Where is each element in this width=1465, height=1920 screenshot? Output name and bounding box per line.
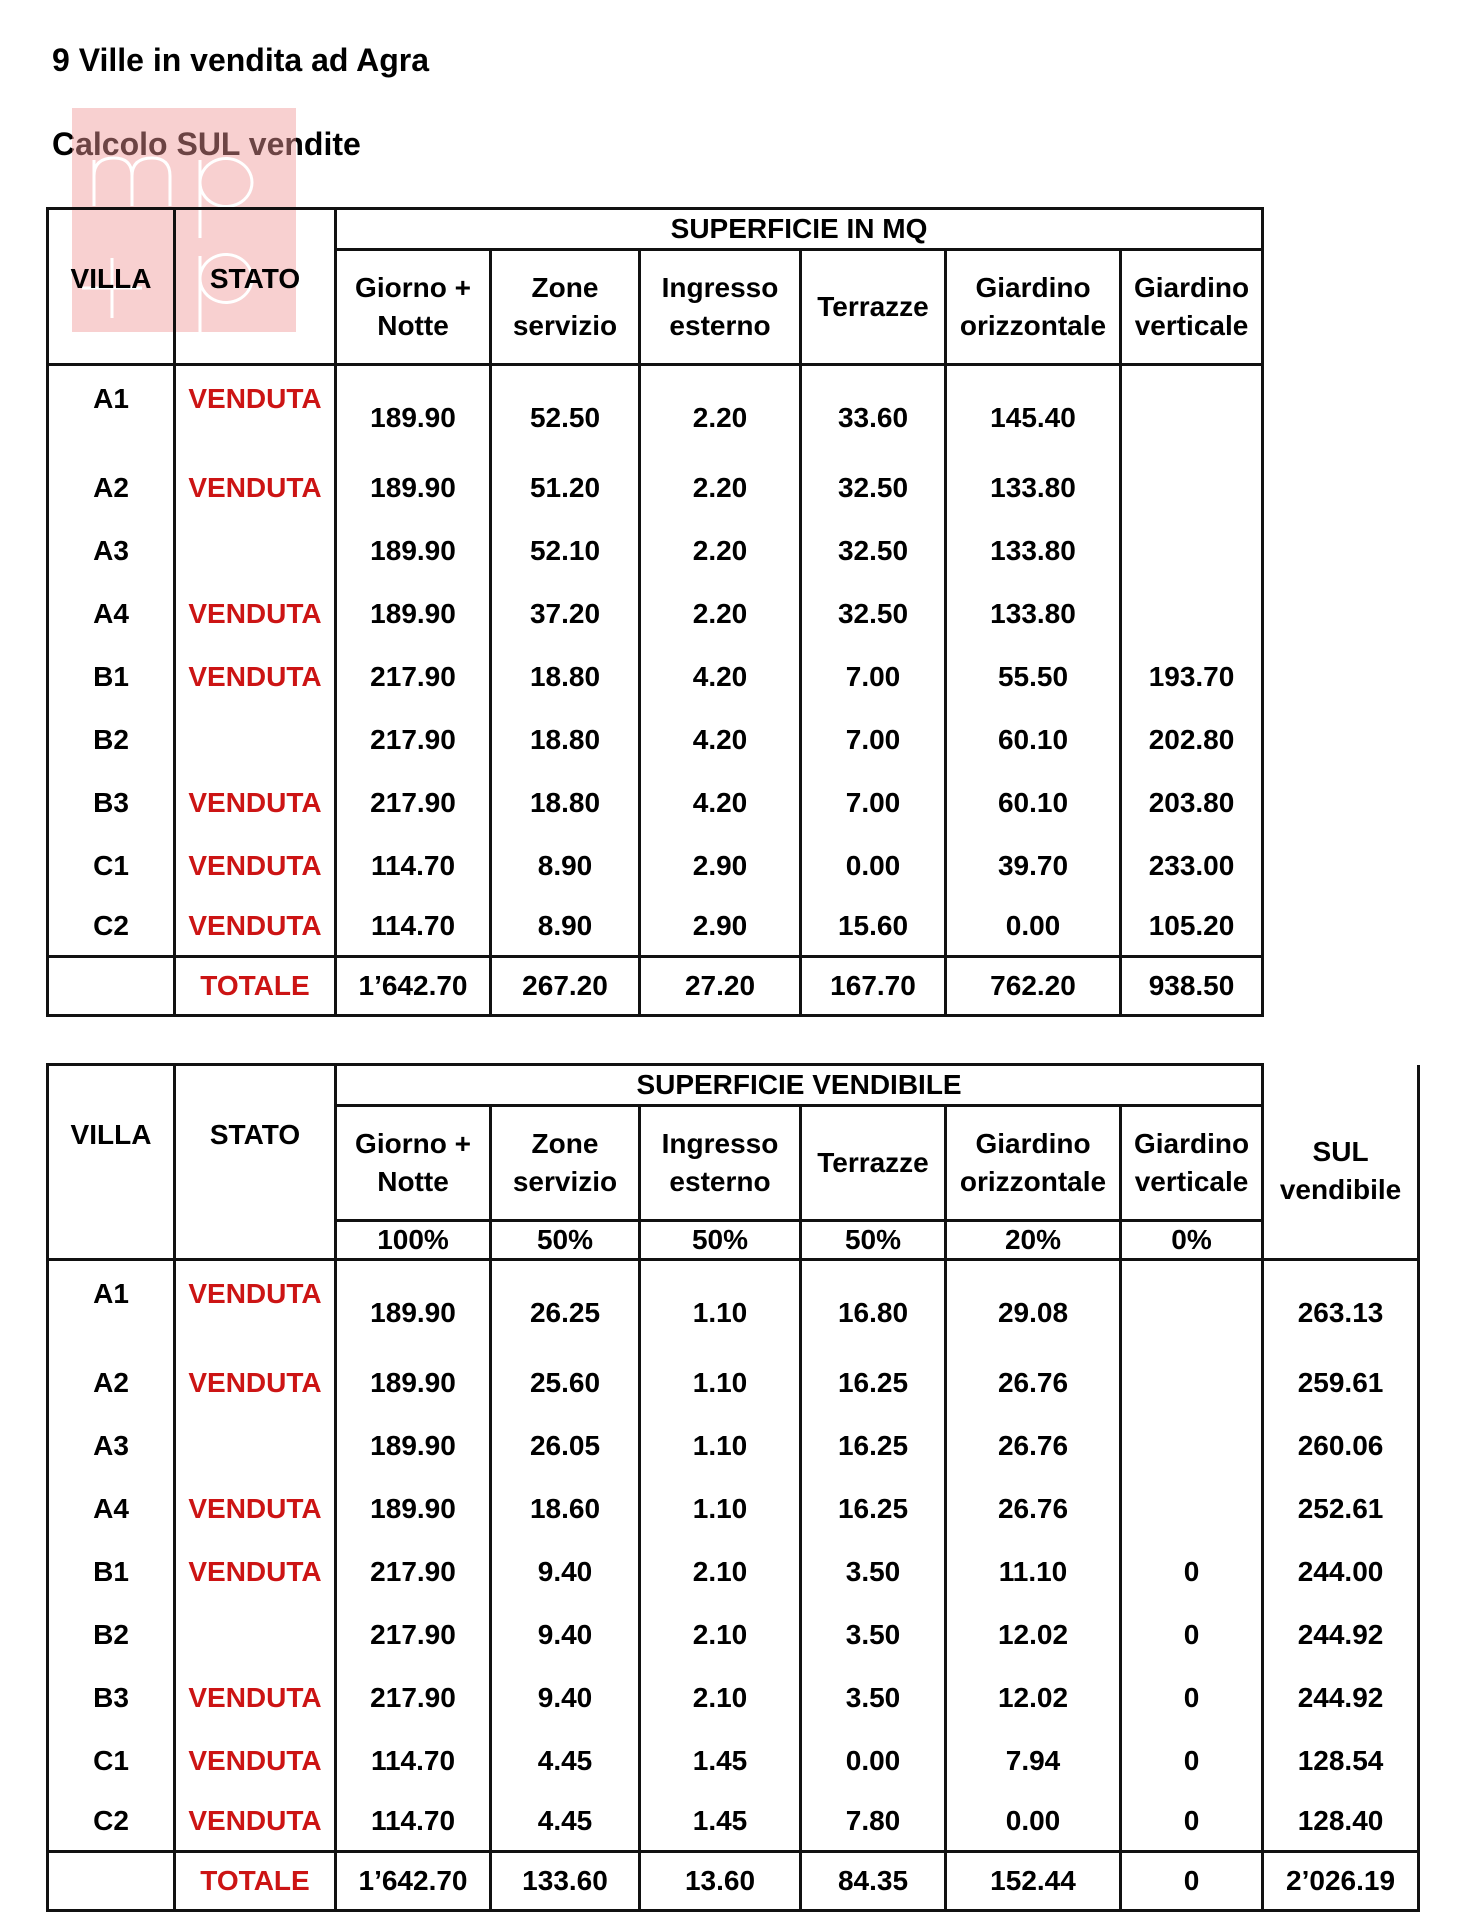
value-cell: 11.10 — [946, 1540, 1121, 1603]
column-header-terrazze: Terrazze — [801, 250, 946, 365]
table-row — [48, 1603, 1419, 1666]
value-cell: 1.45 — [640, 1729, 801, 1792]
total-label: TOTALE — [175, 1852, 336, 1911]
column-header-giorno-notte: Giorno + Notte — [336, 250, 491, 365]
surface-table — [46, 207, 1264, 1017]
value-cell: 4.20 — [640, 771, 801, 834]
value-cell: 233.00 — [1121, 834, 1263, 897]
value-cell: 0.00 — [946, 897, 1121, 957]
value-cell: 25.60 — [491, 1351, 640, 1414]
value-cell: 7.00 — [801, 771, 946, 834]
value-cell: 26.76 — [946, 1477, 1121, 1540]
total-value-cell: 27.20 — [640, 957, 801, 1016]
value-cell: 114.70 — [336, 897, 491, 957]
value-cell: 114.70 — [336, 1792, 491, 1852]
status-cell: VENDUTA — [175, 582, 336, 645]
value-cell: 26.05 — [491, 1414, 640, 1477]
villa-cell: B1 — [48, 1540, 175, 1603]
value-cell: 9.40 — [491, 1603, 640, 1666]
value-cell: 193.70 — [1121, 645, 1263, 708]
percentage-cell: 100% — [336, 1221, 491, 1260]
column-header-giardino-verticale: Giardino verticale — [1121, 1106, 1263, 1221]
column-header-villa: VILLA — [48, 209, 175, 365]
value-cell: 203.80 — [1121, 771, 1263, 834]
value-cell: 133.80 — [946, 519, 1121, 582]
group-header: SUPERFICIE IN MQ — [336, 209, 1263, 250]
value-cell: 8.90 — [491, 897, 640, 957]
table-row — [48, 834, 1263, 897]
value-cell: 52.50 — [491, 365, 640, 457]
value-cell: 9.40 — [491, 1666, 640, 1729]
value-cell: 1.10 — [640, 1414, 801, 1477]
percentage-cell: 50% — [640, 1221, 801, 1260]
villa-cell: B2 — [48, 1603, 175, 1666]
column-header-zone-servizio: Zone servizio — [491, 250, 640, 365]
value-cell: 55.50 — [946, 645, 1121, 708]
value-cell: 4.45 — [491, 1792, 640, 1852]
total-value-cell: 1’642.70 — [336, 957, 491, 1016]
value-cell: 244.92 — [1263, 1603, 1419, 1666]
column-header-giorno-notte: Giorno + Notte — [336, 1106, 491, 1221]
value-cell: 252.61 — [1263, 1477, 1419, 1540]
status-cell: VENDUTA — [175, 1792, 336, 1852]
status-cell: VENDUTA — [175, 834, 336, 897]
villa-cell: B2 — [48, 708, 175, 771]
value-cell: 189.90 — [336, 365, 491, 457]
value-cell: 8.90 — [491, 834, 640, 897]
value-cell: 60.10 — [946, 771, 1121, 834]
villa-cell: A4 — [48, 582, 175, 645]
status-cell: VENDUTA — [175, 1666, 336, 1729]
table-row — [48, 365, 1263, 457]
value-cell: 128.40 — [1263, 1792, 1419, 1852]
page-subtitle: Calcolo SUL vendite — [52, 126, 361, 162]
percentage-cell: 0% — [1121, 1221, 1263, 1260]
value-cell: 105.20 — [1121, 897, 1263, 957]
table-row — [48, 645, 1263, 708]
column-header-giardino-verticale: Giardino verticale — [1121, 250, 1263, 365]
table-row — [48, 1260, 1419, 1352]
value-cell: 2.20 — [640, 582, 801, 645]
value-cell: 189.90 — [336, 1414, 491, 1477]
value-cell — [1121, 582, 1263, 645]
value-cell: 1.10 — [640, 1477, 801, 1540]
percentage-cell: 50% — [491, 1221, 640, 1260]
value-cell: 2.10 — [640, 1603, 801, 1666]
value-cell: 2.90 — [640, 897, 801, 957]
villa-cell: C2 — [48, 897, 175, 957]
value-cell: 26.76 — [946, 1414, 1121, 1477]
value-cell: 7.00 — [801, 645, 946, 708]
column-header-ingresso-esterno: Ingresso esterno — [640, 1106, 801, 1221]
value-cell: 15.60 — [801, 897, 946, 957]
value-cell: 2.20 — [640, 365, 801, 457]
column-header-ingresso-esterno: Ingresso esterno — [640, 250, 801, 365]
column-header-sul-vendibile: SUL vendibile — [1263, 1065, 1419, 1260]
value-cell: 133.80 — [946, 582, 1121, 645]
value-cell: 128.54 — [1263, 1729, 1419, 1792]
villa-cell: A3 — [48, 519, 175, 582]
villa-cell: A1 — [48, 365, 175, 457]
status-cell: VENDUTA — [175, 1477, 336, 1540]
total-row — [48, 1852, 1419, 1911]
villa-cell: B3 — [48, 1666, 175, 1729]
villa-cell: A2 — [48, 1351, 175, 1414]
percentage-cell: 50% — [801, 1221, 946, 1260]
total-value-cell: 133.60 — [491, 1852, 640, 1911]
status-cell — [175, 1603, 336, 1666]
table-row — [48, 771, 1263, 834]
column-header-stato: STATO — [175, 209, 336, 365]
value-cell: 189.90 — [336, 456, 491, 519]
value-cell: 18.80 — [491, 708, 640, 771]
value-cell: 29.08 — [946, 1260, 1121, 1352]
villa-cell: C1 — [48, 834, 175, 897]
table-row — [48, 1414, 1419, 1477]
villa-cell: B3 — [48, 771, 175, 834]
value-cell: 39.70 — [946, 834, 1121, 897]
status-cell: VENDUTA — [175, 1260, 336, 1352]
value-cell: 2.20 — [640, 456, 801, 519]
value-cell — [1121, 456, 1263, 519]
value-cell: 0 — [1121, 1666, 1263, 1729]
value-cell: 4.20 — [640, 708, 801, 771]
percentage-cell: 20% — [946, 1221, 1121, 1260]
value-cell: 189.90 — [336, 1477, 491, 1540]
table-row — [48, 1792, 1419, 1852]
value-cell: 2.10 — [640, 1666, 801, 1729]
value-cell: 244.00 — [1263, 1540, 1419, 1603]
value-cell: 189.90 — [336, 519, 491, 582]
value-cell: 263.13 — [1263, 1260, 1419, 1352]
total-row — [48, 957, 1263, 1016]
table-row — [48, 456, 1263, 519]
status-cell: VENDUTA — [175, 645, 336, 708]
value-cell: 217.90 — [336, 1540, 491, 1603]
value-cell: 4.20 — [640, 645, 801, 708]
value-cell: 0 — [1121, 1729, 1263, 1792]
value-cell: 1.10 — [640, 1260, 801, 1352]
group-header: SUPERFICIE VENDIBILE — [336, 1065, 1263, 1106]
value-cell: 217.90 — [336, 645, 491, 708]
value-cell: 217.90 — [336, 1666, 491, 1729]
table-row — [48, 708, 1263, 771]
villa-cell: A1 — [48, 1260, 175, 1352]
empty-cell — [48, 1852, 175, 1911]
value-cell: 2.20 — [640, 519, 801, 582]
column-header-terrazze: Terrazze — [801, 1106, 946, 1221]
table-row — [48, 1351, 1419, 1414]
total-value-cell: 84.35 — [801, 1852, 946, 1911]
value-cell: 7.94 — [946, 1729, 1121, 1792]
value-cell: 3.50 — [801, 1666, 946, 1729]
value-cell — [1121, 1351, 1263, 1414]
value-cell — [1121, 1414, 1263, 1477]
value-cell: 18.60 — [491, 1477, 640, 1540]
status-cell: VENDUTA — [175, 1351, 336, 1414]
value-cell: 26.76 — [946, 1351, 1121, 1414]
value-cell: 0 — [1121, 1792, 1263, 1852]
value-cell: 18.80 — [491, 645, 640, 708]
total-value-cell: 762.20 — [946, 957, 1121, 1016]
value-cell: 16.25 — [801, 1414, 946, 1477]
value-cell: 202.80 — [1121, 708, 1263, 771]
status-cell: VENDUTA — [175, 897, 336, 957]
value-cell: 4.45 — [491, 1729, 640, 1792]
total-value-cell: 267.20 — [491, 957, 640, 1016]
value-cell: 9.40 — [491, 1540, 640, 1603]
status-cell: VENDUTA — [175, 456, 336, 519]
column-header-giardino-orizzontale: Giardino orizzontale — [946, 1106, 1121, 1221]
value-cell: 259.61 — [1263, 1351, 1419, 1414]
column-header-stato: STATO — [175, 1065, 336, 1260]
status-cell: VENDUTA — [175, 771, 336, 834]
value-cell — [1121, 365, 1263, 457]
status-cell: VENDUTA — [175, 365, 336, 457]
table-row — [48, 582, 1263, 645]
value-cell: 60.10 — [946, 708, 1121, 771]
value-cell: 18.80 — [491, 771, 640, 834]
total-label: TOTALE — [175, 957, 336, 1016]
value-cell: 26.25 — [491, 1260, 640, 1352]
table-row — [48, 1540, 1419, 1603]
value-cell: 51.20 — [491, 456, 640, 519]
value-cell: 1.45 — [640, 1792, 801, 1852]
column-header-zone-servizio: Zone servizio — [491, 1106, 640, 1221]
villa-cell: C1 — [48, 1729, 175, 1792]
value-cell: 52.10 — [491, 519, 640, 582]
value-cell: 114.70 — [336, 834, 491, 897]
value-cell: 133.80 — [946, 456, 1121, 519]
value-cell: 1.10 — [640, 1351, 801, 1414]
value-cell: 260.06 — [1263, 1414, 1419, 1477]
value-cell: 189.90 — [336, 1351, 491, 1414]
empty-cell — [48, 957, 175, 1016]
value-cell: 244.92 — [1263, 1666, 1419, 1729]
value-cell: 3.50 — [801, 1603, 946, 1666]
value-cell: 37.20 — [491, 582, 640, 645]
villa-cell: A3 — [48, 1414, 175, 1477]
status-cell — [175, 519, 336, 582]
status-cell: VENDUTA — [175, 1729, 336, 1792]
value-cell: 0.00 — [946, 1792, 1121, 1852]
total-value-cell: 167.70 — [801, 957, 946, 1016]
value-cell: 114.70 — [336, 1729, 491, 1792]
total-value-cell: 1’642.70 — [336, 1852, 491, 1911]
value-cell — [1121, 1260, 1263, 1352]
value-cell: 32.50 — [801, 519, 946, 582]
value-cell — [1121, 1477, 1263, 1540]
value-cell: 217.90 — [336, 708, 491, 771]
value-cell: 7.80 — [801, 1792, 946, 1852]
value-cell: 16.25 — [801, 1351, 946, 1414]
villa-cell: A2 — [48, 456, 175, 519]
value-cell: 0 — [1121, 1603, 1263, 1666]
value-cell: 2.10 — [640, 1540, 801, 1603]
table-row — [48, 897, 1263, 957]
value-cell: 0.00 — [801, 1729, 946, 1792]
sellable-surface-table — [46, 1063, 1420, 1912]
value-cell: 32.50 — [801, 582, 946, 645]
column-header-giardino-orizzontale: Giardino orizzontale — [946, 250, 1121, 365]
table-row — [48, 1477, 1419, 1540]
value-cell: 189.90 — [336, 582, 491, 645]
value-cell: 16.80 — [801, 1260, 946, 1352]
total-value-cell: 13.60 — [640, 1852, 801, 1911]
value-cell: 217.90 — [336, 771, 491, 834]
value-cell: 32.50 — [801, 456, 946, 519]
value-cell: 7.00 — [801, 708, 946, 771]
value-cell: 0 — [1121, 1540, 1263, 1603]
table-row — [48, 1729, 1419, 1792]
table-row — [48, 1666, 1419, 1729]
total-value-cell: 938.50 — [1121, 957, 1263, 1016]
value-cell: 33.60 — [801, 365, 946, 457]
status-cell: VENDUTA — [175, 1540, 336, 1603]
total-value-cell: 152.44 — [946, 1852, 1121, 1911]
villa-cell: A4 — [48, 1477, 175, 1540]
value-cell: 16.25 — [801, 1477, 946, 1540]
value-cell: 3.50 — [801, 1540, 946, 1603]
value-cell: 12.02 — [946, 1603, 1121, 1666]
villa-cell: B1 — [48, 645, 175, 708]
total-value-cell: 2’026.19 — [1263, 1852, 1419, 1911]
table-row — [48, 519, 1263, 582]
value-cell: 189.90 — [336, 1260, 491, 1352]
villa-cell: C2 — [48, 1792, 175, 1852]
status-cell — [175, 1414, 336, 1477]
value-cell: 0.00 — [801, 834, 946, 897]
value-cell: 2.90 — [640, 834, 801, 897]
value-cell: 145.40 — [946, 365, 1121, 457]
total-value-cell: 0 — [1121, 1852, 1263, 1911]
value-cell — [1121, 519, 1263, 582]
value-cell: 12.02 — [946, 1666, 1121, 1729]
value-cell: 217.90 — [336, 1603, 491, 1666]
column-header-villa: VILLA — [48, 1065, 175, 1260]
status-cell — [175, 708, 336, 771]
page-title: 9 Ville in vendita ad Agra — [52, 42, 430, 78]
